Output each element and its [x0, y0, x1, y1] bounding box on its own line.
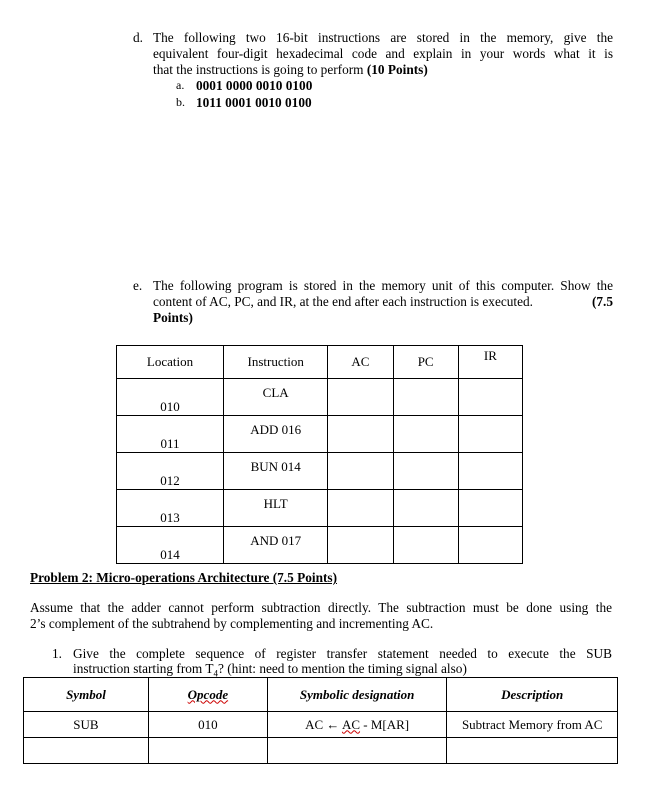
item-b-value: 1011 0001 0010 0100 — [196, 95, 312, 110]
header-symbolic-designation: Symbolic designation — [267, 678, 446, 712]
question-e-line-2 — [153, 294, 613, 309]
table-row — [24, 712, 618, 738]
location-cell: 011 — [117, 416, 224, 453]
designation-lhs: AC ← — [305, 716, 342, 732]
question-d-text: that the instructions is going to perform — [153, 62, 364, 77]
question-e-marker: e. — [133, 278, 143, 293]
question-1-text: instruction starting from T — [73, 661, 214, 676]
table-row — [117, 490, 523, 527]
ac-cell[interactable] — [328, 490, 393, 527]
symbol-cell: SUB — [24, 712, 149, 738]
header-location: Location — [117, 346, 224, 379]
table-row — [117, 453, 523, 490]
problem-2-title: Problem 2: Micro-operations Architecture (7.5 Points) — [30, 570, 337, 585]
header-ac: AC — [328, 346, 393, 379]
designation-rhs: - M[AR] — [360, 716, 410, 732]
question-e-line-1: The following program is stored in the memory unit of this computer. Show the — [153, 278, 613, 293]
opcode-cell: 010 — [148, 712, 267, 738]
ir-cell[interactable] — [458, 379, 522, 416]
question-d-marker: d. — [133, 30, 143, 45]
table-header-row — [24, 678, 618, 712]
question-1-line-1: Give the complete sequence of register transfer statement needed to execute the SUB — [73, 646, 612, 661]
sub-instruction-table — [23, 677, 618, 764]
pc-cell[interactable] — [393, 490, 458, 527]
item-a-value: 0001 0000 0010 0100 — [196, 78, 313, 93]
location-cell: 010 — [117, 379, 224, 416]
ir-cell[interactable] — [458, 453, 522, 490]
designation-cell — [267, 712, 446, 738]
ir-cell[interactable] — [458, 527, 522, 564]
instruction-cell: CLA — [224, 379, 328, 416]
header-symbol: Symbol — [24, 678, 149, 712]
designation-ac: AC — [341, 716, 361, 732]
question-e-text: content of AC, PC, and IR, at the end after each instruction is executed. — [153, 294, 533, 309]
table-row — [117, 527, 523, 564]
program-table — [116, 345, 523, 564]
instruction-cell: BUN 014 — [224, 453, 328, 490]
pc-cell[interactable] — [393, 453, 458, 490]
question-d-line-1: The following two 16-bit instructions are stored in the memory, give the — [153, 30, 613, 45]
table-header-row — [117, 346, 523, 379]
table-row — [117, 379, 523, 416]
header-ir: IR — [458, 346, 522, 379]
item-a-marker: a. — [176, 78, 185, 92]
location-cell: 013 — [117, 490, 224, 527]
ac-cell[interactable] — [328, 379, 393, 416]
ac-cell[interactable] — [328, 453, 393, 490]
location-cell: 014 — [117, 527, 224, 564]
question-d-line-3 — [153, 62, 428, 77]
table-row — [117, 416, 523, 453]
opcode-text: Opcode — [187, 686, 229, 702]
problem-2-para-line-2: 2’s complement of the subtrahend by complementing and incrementing AC. — [30, 616, 434, 631]
item-b-marker: b. — [176, 95, 185, 109]
empty-cell[interactable] — [24, 738, 149, 764]
ir-cell[interactable] — [458, 416, 522, 453]
empty-cell[interactable] — [447, 738, 618, 764]
instruction-cell: ADD 016 — [224, 416, 328, 453]
ir-cell[interactable] — [458, 490, 522, 527]
header-opcode — [148, 678, 267, 712]
pc-cell[interactable] — [393, 379, 458, 416]
question-e-points-a: (7.5 — [591, 294, 613, 309]
pc-cell[interactable] — [393, 527, 458, 564]
header-description: Description — [447, 678, 618, 712]
location-cell: 012 — [117, 453, 224, 490]
question-d-points: (10 Points) — [366, 62, 428, 77]
pc-cell[interactable] — [393, 416, 458, 453]
ac-cell[interactable] — [328, 527, 393, 564]
header-instruction: Instruction — [224, 346, 328, 379]
empty-cell[interactable] — [148, 738, 267, 764]
question-1-marker: 1. — [52, 646, 62, 661]
ac-cell[interactable] — [328, 416, 393, 453]
instruction-cell: AND 017 — [224, 527, 328, 564]
problem-2-para-line-1: Assume that the adder cannot perform subtraction directly. The subtraction must be done using the — [30, 600, 612, 615]
description-cell: Subtract Memory from AC — [447, 712, 618, 738]
question-e-points-b: Points) — [153, 310, 193, 325]
question-1-tail: ? (hint: need to mention the timing signal also) — [217, 661, 467, 676]
timing-subscript: 4 — [213, 668, 218, 679]
header-pc: PC — [393, 346, 458, 379]
empty-cell[interactable] — [267, 738, 446, 764]
instruction-cell: HLT — [224, 490, 328, 527]
table-row — [24, 738, 618, 764]
question-d-line-2: equivalent four-digit hexadecimal code and explain in your words what it is — [153, 46, 613, 61]
